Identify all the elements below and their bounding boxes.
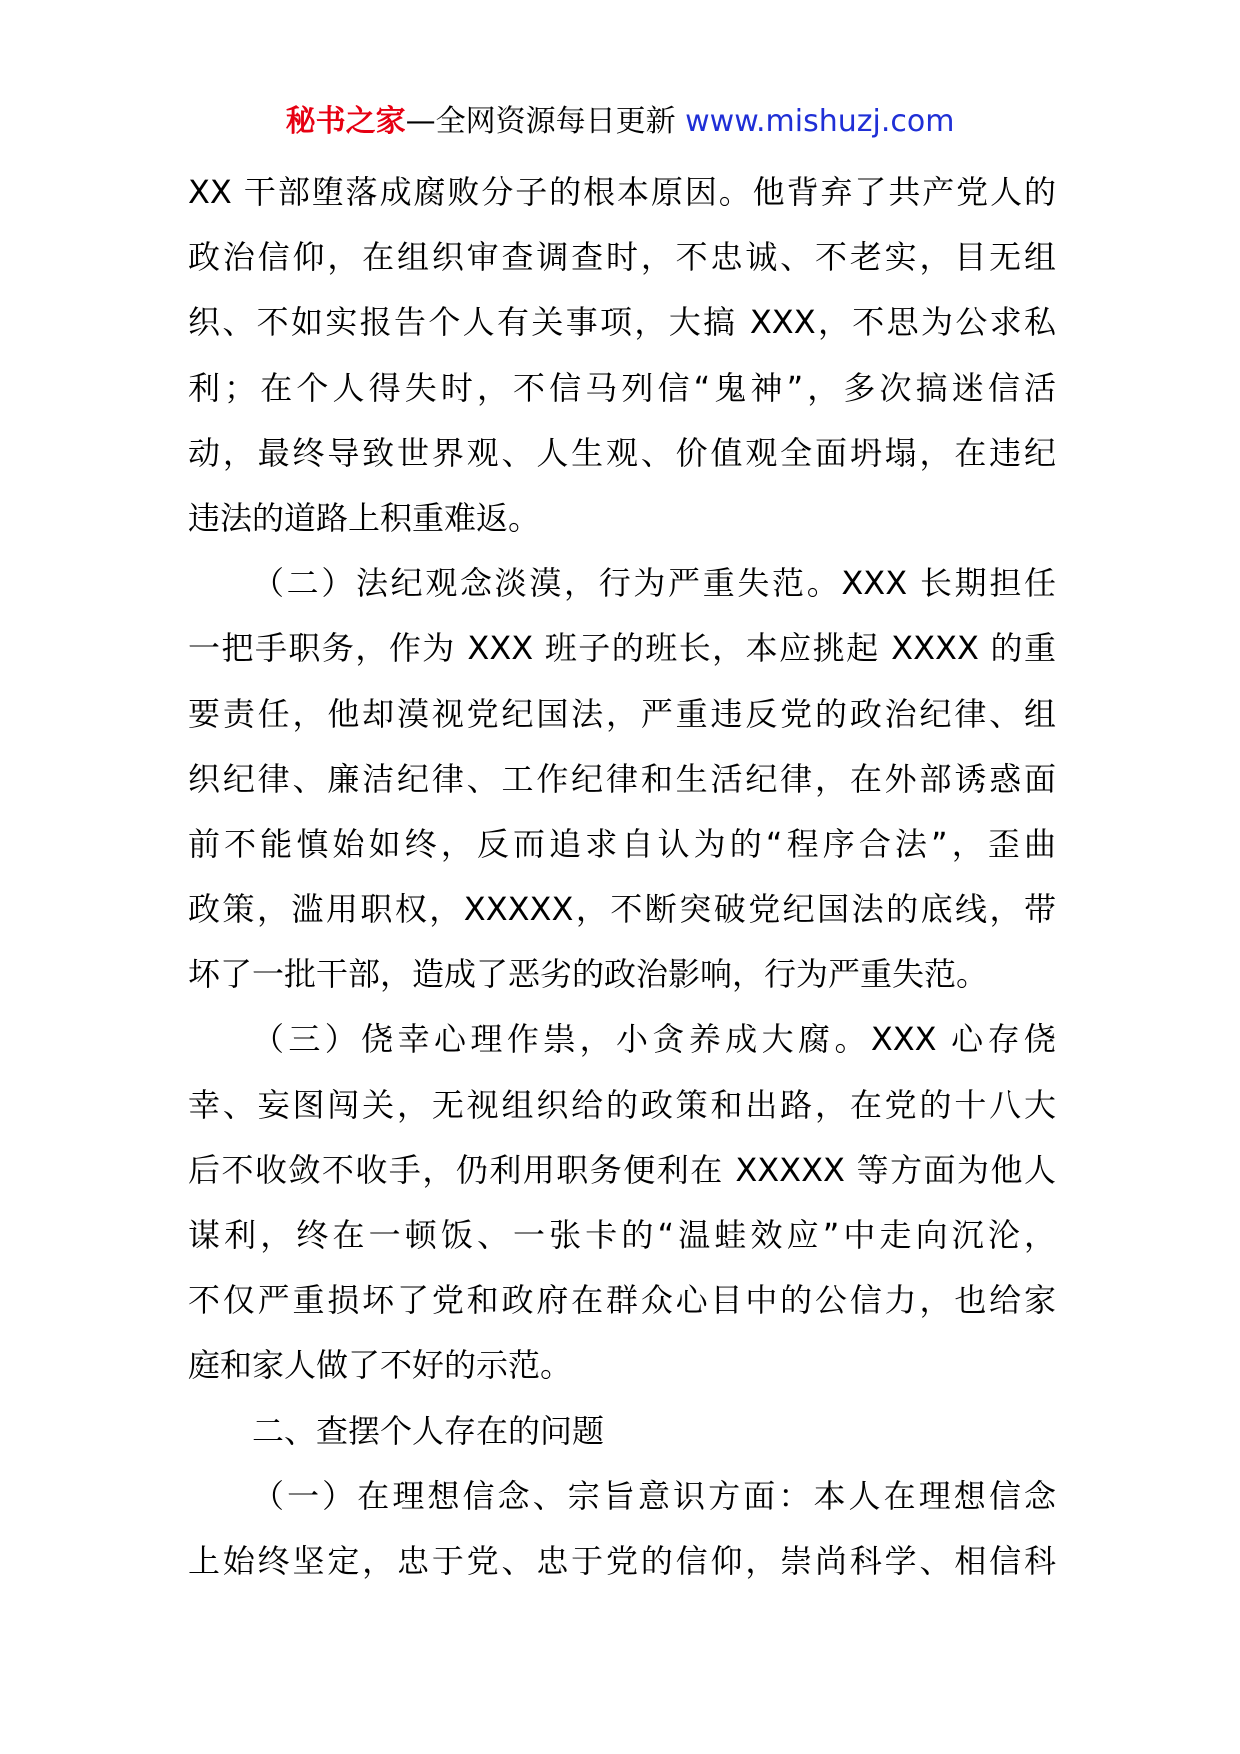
text-line: 一把手职务，作为 XXX 班子的班长，本应挑起 XXXX 的重 <box>188 629 1056 668</box>
text-line: 政策，滥用职权，XXXXX，不断突破党纪国法的底线，带 <box>188 890 1056 929</box>
text-line: 利；在个人得失时，不信马列信“鬼神”，多次搞迷信活 <box>188 368 1056 407</box>
text-line: 要责任，他却漠视党纪国法，严重违反党的政治纪律、组 <box>188 694 1056 733</box>
header-site-link[interactable]: www.mishuzj.com <box>685 104 955 139</box>
text-line: 前不能慎始如终，反而追求自认为的“程序合法”，歪曲 <box>188 824 1056 863</box>
text-line: 谋利，终在一顿饭、一张卡的“温蛙效应”中走向沉沦， <box>188 1216 1056 1254</box>
text-line: 二、查摆个人存在的问题 <box>252 1411 605 1450</box>
header-brand: 秘书之家 <box>285 104 406 139</box>
text-line: 上始终坚定，忠于党、忠于党的信仰，崇尚科学、相信科 <box>188 1541 1056 1580</box>
text-line: 织、不如实报告个人有关事项，大搞 XXX，不思为公求私 <box>188 303 1056 342</box>
header-slogan: —全网资源每日更新 <box>405 104 676 139</box>
text-line: 织纪律、廉洁纪律、工作纪律和生活纪律，在外部诱惑面 <box>188 759 1056 798</box>
text-line: 不仅严重损坏了党和政府在群众心目中的公信力，也给家 <box>188 1281 1056 1320</box>
text-line: 动，最终导致世界观、人生观、价值观全面坍塌，在违纪 <box>188 433 1056 472</box>
text-line: （三）侥幸心理作祟，小贪养成大腐。XXX 心存侥 <box>252 1020 1056 1059</box>
text-line: 违法的道路上积重难返。 <box>188 498 541 537</box>
text-line: 坏了一批干部，造成了恶劣的政治影响，行为严重失范。 <box>188 955 989 994</box>
text-line: （一）在理想信念、宗旨意识方面：本人在理想信念 <box>252 1476 1056 1515</box>
text-line: 政治信仰，在组织审查调查时，不忠诚、不老实，目无组 <box>188 238 1056 277</box>
text-line: （二）法纪观念淡漠，行为严重失范。XXX 长期担任 <box>252 564 1056 603</box>
text-line: 幸、妄图闯关，无视组织给的政策和出路，在党的十八大 <box>188 1085 1056 1124</box>
text-line: 庭和家人做了不好的示范。 <box>188 1346 573 1385</box>
text-line: 后不收敛不收手，仍利用职务便利在 XXXXX 等方面为他人 <box>188 1150 1056 1189</box>
page-header <box>0 102 1240 142</box>
document-body <box>188 160 1056 1594</box>
text-line: XX 干部堕落成腐败分子的根本原因。他背弃了共产党人的 <box>188 173 1056 211</box>
